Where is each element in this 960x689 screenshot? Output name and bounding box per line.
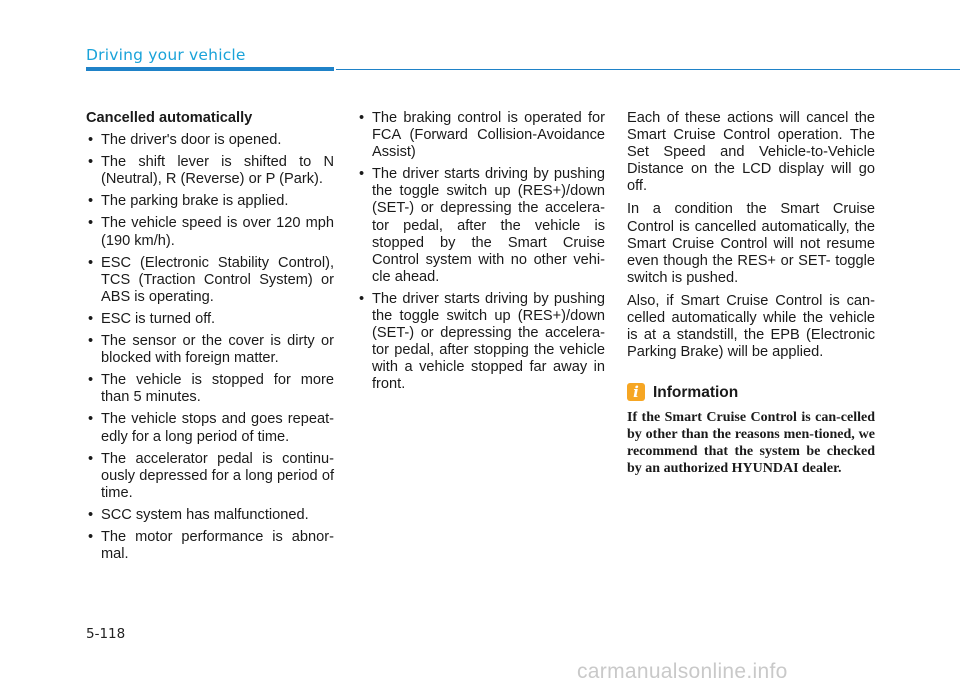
list-item: • The sensor or the cover is dirty or blocked with foreign matter. xyxy=(86,333,334,367)
information-header xyxy=(627,383,875,401)
cancel-conditions-list-continued xyxy=(357,110,605,394)
cancelled-automatically-heading: Cancelled automatically xyxy=(86,110,253,126)
section-header: Driving your vehicle xyxy=(86,46,246,64)
list-item: • The shift lever is shifted to N (Neutral), R (Reverse) or P (Park). xyxy=(86,154,334,188)
information-text: If the Smart Cruise Control is can-celled by other than the reasons men-tioned, we recommend that the system be checked by an authorized HYUNDAI dealer. xyxy=(627,410,875,477)
watermark: carmanualsonline.info xyxy=(577,660,788,683)
list-item: • SCC system has malfunctioned. xyxy=(86,507,334,524)
list-item: • The vehicle speed is over 120 mph (190 km/h). xyxy=(86,215,334,249)
cancel-conditions-list xyxy=(86,132,334,563)
list-item: • The accelerator pedal is continu-ously depressed for a long period of time. xyxy=(86,451,334,502)
list-item: • The vehicle stops and goes repeat-edly for a long period of time. xyxy=(86,411,334,445)
column-left xyxy=(86,110,334,568)
page-number: 5-118 xyxy=(86,626,126,642)
list-item: • The driver starts driving by pushing the toggle switch up (RES+)/down (SET-) or depressing the accelera-tor pedal, after the vehicle is stopped by the Smart Cruise Control system with no other vehi-cle ahead. xyxy=(357,166,605,286)
list-item: • The braking control is operated for FCA (Forward Collision-Avoidance Assist) xyxy=(357,110,605,161)
list-item: • The driver's door is opened. xyxy=(86,132,334,149)
header-rule-thick xyxy=(86,67,334,71)
list-item: • The parking brake is applied. xyxy=(86,193,334,210)
list-item: • The driver starts driving by pushing the toggle switch up (RES+)/down (SET-) or depressing the accelera-tor pedal, after stopping the vehicle with a vehicle stopped far away in front. xyxy=(357,291,605,394)
list-item: • The motor performance is abnor-mal. xyxy=(86,529,334,563)
information-title: Information xyxy=(653,383,739,401)
list-item: • The vehicle is stopped for more than 5 minutes. xyxy=(86,372,334,406)
header-rule-thin xyxy=(336,69,960,70)
paragraph: Also, if Smart Cruise Control is can-celled automatically while the vehicle is at a standstill, the EPB (Electronic Parking Brake) will be applied. xyxy=(627,292,875,361)
column-middle xyxy=(357,110,605,399)
column-right xyxy=(627,110,875,477)
paragraph: In a condition the Smart Cruise Control is cancelled automatically, the Smart Cruise Control will not resume even though the RES+ or SET- toggle switch is pushed. xyxy=(627,201,875,286)
information-icon: i xyxy=(627,383,645,401)
paragraph: Each of these actions will cancel the Smart Cruise Control operation. The Set Speed and Vehicle-to-Vehicle Distance on the LCD display will go off. xyxy=(627,110,875,195)
list-item: • ESC (Electronic Stability Control), TCS (Traction Control System) or ABS is operating. xyxy=(86,255,334,306)
list-item: • ESC is turned off. xyxy=(86,311,334,328)
